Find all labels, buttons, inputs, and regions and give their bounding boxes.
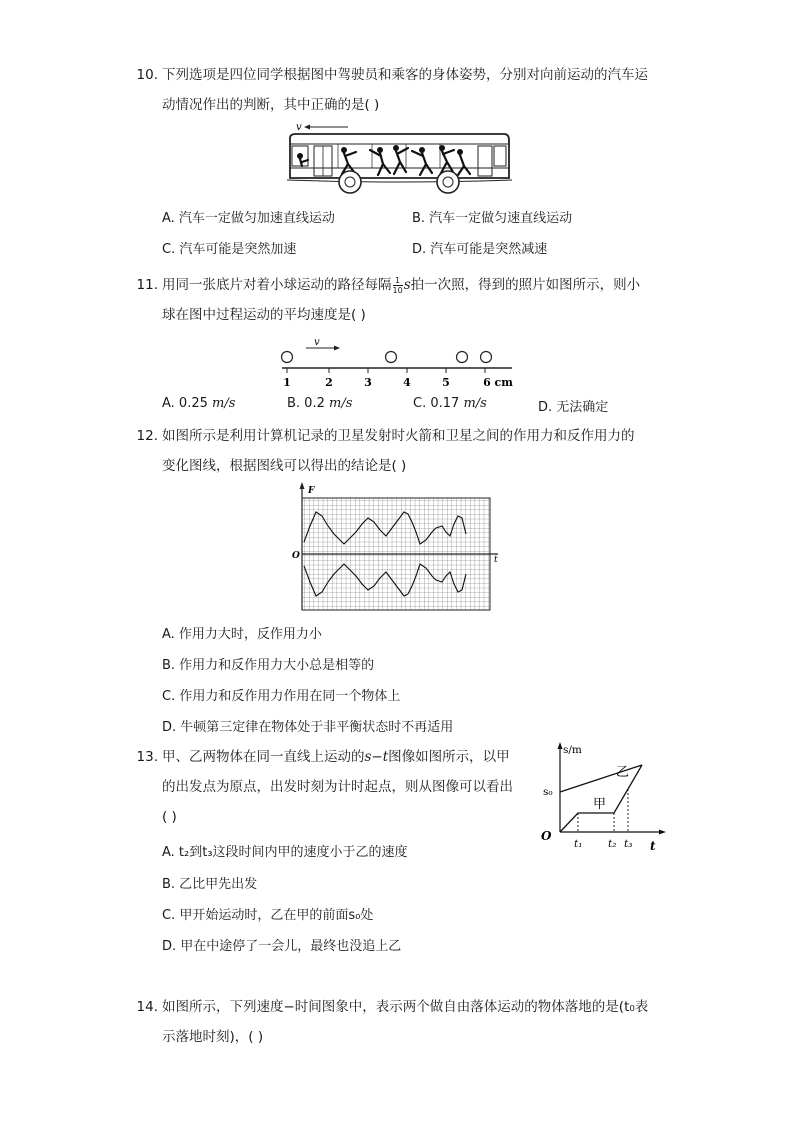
question-stem xyxy=(162,60,674,120)
option-b[interactable]: B. 汽车一定做匀速直线运动 xyxy=(412,211,573,226)
y-axis-label: s/m xyxy=(563,744,582,756)
velocity-arrow xyxy=(306,346,340,351)
yi-label: 乙 xyxy=(616,765,630,780)
stem-text: 图像如图所示，以甲 xyxy=(388,749,510,765)
question-stem xyxy=(162,270,674,330)
unit-label: m/s xyxy=(463,396,487,411)
force-graph-figure xyxy=(286,482,502,612)
option-b[interactable]: B. 乙比甲先出发 xyxy=(162,877,258,892)
stem-line xyxy=(162,270,674,300)
stem-text: 拍一次照，得到的照片如图所示，则小 xyxy=(410,277,641,293)
question-number: 11. xyxy=(136,277,158,293)
option-a[interactable]: A. 作用力大时，反作用力小 xyxy=(162,627,322,642)
question-stem xyxy=(162,992,674,1052)
origin-label: O xyxy=(292,551,300,561)
fraction xyxy=(393,276,403,295)
option-b[interactable]: B. 0.2 m/s xyxy=(287,396,353,411)
question-number: 12. xyxy=(136,428,158,444)
stem-line: 如图所示，下列速度−时间图象中，表示两个做自由落体运动的物体落地的是(t₀表 xyxy=(162,999,649,1015)
bus-figure xyxy=(282,120,514,198)
stem-line: 变化图线，根据图线可以得出的结论是( ) xyxy=(162,458,407,474)
x-axis-label: t xyxy=(650,839,656,852)
stem-line: 球在图中过程运动的平均速度是( ) xyxy=(162,307,366,323)
stem-line: 示落地时刻)，( ) xyxy=(162,1029,264,1045)
option-d[interactable]: D. 甲在中途停了一会儿，最终也没追上乙 xyxy=(162,939,402,954)
velocity-arrow xyxy=(304,125,348,130)
option-b[interactable]: B. 作用力和反作用力大小总是相等的 xyxy=(162,658,375,673)
stem-text: 用同一张底片对着小球运动的路径每隔 xyxy=(162,277,392,293)
option-d[interactable]: D. 汽车可能是突然减速 xyxy=(412,242,548,257)
stem-line: 下列选项是四位同学根据图中驾驶员和乘客的身体姿势，分别对向前运动的汽车运 xyxy=(162,67,648,83)
ball-position xyxy=(386,352,397,363)
option-a[interactable]: A. t₂到t₃这段时间内甲的速度小于乙的速度 xyxy=(162,845,408,860)
tick-label: 6 cm xyxy=(483,376,513,389)
yi-line xyxy=(560,765,642,792)
question-12 xyxy=(134,421,674,481)
t3-label: t₃ xyxy=(624,838,633,850)
x-axis-arrow xyxy=(659,830,666,835)
velocity-label: v xyxy=(296,122,302,133)
option-c[interactable]: C. 作用力和反作用力作用在同一个物体上 xyxy=(162,689,401,704)
tick-label: 3 xyxy=(364,376,372,389)
t1-label: t₁ xyxy=(574,838,583,850)
question-10 xyxy=(134,60,674,120)
question-stem xyxy=(162,742,534,832)
jia-label: 甲 xyxy=(593,797,607,812)
stem-line: 的出发点为原点，出发时刻为计时起点，则从图像可以看出 xyxy=(162,779,513,795)
stem-line xyxy=(162,742,534,772)
question-number: 14. xyxy=(136,999,158,1015)
velocity-label: v xyxy=(314,337,320,348)
stem-line: ( ) xyxy=(162,809,177,825)
option-c[interactable]: C. 0.17 m/s xyxy=(413,396,487,411)
st-label: s−t xyxy=(364,749,389,765)
stem-text: 甲、乙两物体在同一直线上运动的 xyxy=(162,749,365,765)
unit-label: m/s xyxy=(329,396,353,411)
y-axis-arrow xyxy=(300,482,305,489)
option-c[interactable]: C. 甲开始运动时，乙在甲的前面s₀处 xyxy=(162,908,374,923)
question-number: 13. xyxy=(136,749,158,765)
t2-label: t₂ xyxy=(608,838,617,850)
stem-line: 如图所示是利用计算机记录的卫星发射时火箭和卫星之间的作用力和反作用力的 xyxy=(162,428,635,444)
tick-label: 1 xyxy=(283,376,291,389)
option-d[interactable]: D. 无法确定 xyxy=(538,400,609,415)
ball-photo-figure xyxy=(276,334,522,390)
ball-position xyxy=(282,352,293,363)
origin-label: O xyxy=(541,829,552,843)
tick-label: 2 xyxy=(325,376,333,389)
question-13 xyxy=(134,742,534,832)
fraction-denominator: 10 xyxy=(392,285,403,295)
tick-label: 5 xyxy=(442,376,450,389)
fraction-numerator: 1 xyxy=(393,276,403,286)
stem-line: 动情况作出的判断，其中正确的是( ) xyxy=(162,97,380,113)
question-14 xyxy=(134,992,674,1052)
option-a[interactable]: A. 汽车一定做匀加速直线运动 xyxy=(162,211,335,226)
question-number: 10. xyxy=(136,67,158,83)
question-stem xyxy=(162,421,674,481)
tick-label: 4 xyxy=(403,376,411,389)
unit-seconds: s xyxy=(403,277,411,293)
s0-label: s₀ xyxy=(543,786,553,798)
x-axis-label: t xyxy=(494,555,498,565)
option-d[interactable]: D. 牛顿第三定律在物体处于非平衡状态时不再适用 xyxy=(162,720,454,735)
option-a[interactable]: A. 0.25 m/s xyxy=(162,396,236,411)
ruler-ticks xyxy=(287,368,485,373)
question-11 xyxy=(134,270,674,330)
s-t-graph-figure xyxy=(536,740,670,852)
ball-position xyxy=(481,352,492,363)
unit-label: m/s xyxy=(212,396,236,411)
ball-position xyxy=(457,352,468,363)
ruler-labels xyxy=(283,376,513,389)
y-axis-arrow xyxy=(558,742,563,749)
y-axis-label: F xyxy=(308,486,315,496)
option-c[interactable]: C. 汽车可能是突然加速 xyxy=(162,242,297,257)
